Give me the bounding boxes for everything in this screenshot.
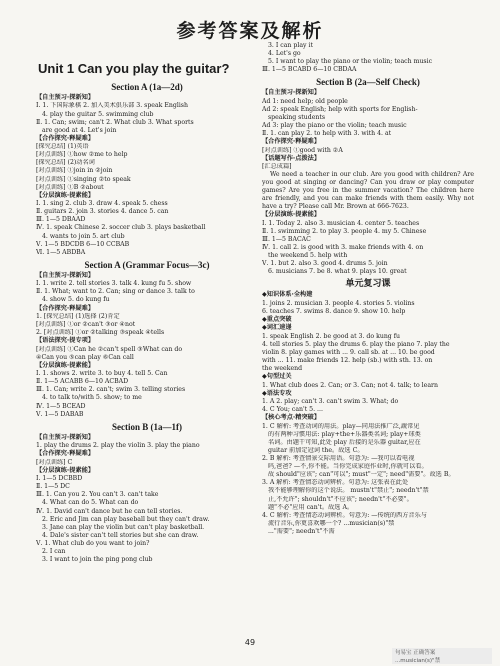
subsection-label: 【语法探究·提专项】 bbox=[36, 337, 95, 345]
answer-line: [对点训练] ①how ②me to help bbox=[36, 151, 128, 159]
answer-line: 止,不允许"; shouldn't"不应该"; needn't"不必要"。 bbox=[268, 495, 413, 503]
answer-line: [对点训练] ①or ②can't ③or ④not bbox=[36, 321, 136, 328]
answer-line: [对点训练] ①singing ②to speak bbox=[36, 175, 131, 183]
answer-line: [对点训练] ①Can he ②can't spell ③What can do bbox=[36, 345, 183, 353]
answer-line: 2. I can bbox=[42, 548, 66, 555]
answer-line: Ⅱ. 1. can play 2. to help with 3. with 4. at bbox=[262, 130, 392, 138]
subsection-label: 【分层演练·提素能】 bbox=[262, 211, 321, 219]
answer-line: 4. What can do 5. What can do bbox=[42, 499, 139, 507]
answer-line: 4. wants to join 5. art club bbox=[42, 232, 125, 240]
answer-line: 吗,爸爸? —不,你不能。当你完成家庭作业时,你就可以看。 bbox=[268, 463, 428, 471]
answer-line: 故 should"应该"; can"可以"; must"一定"; need"需要"。故选 B。 bbox=[268, 471, 455, 479]
subsection-label: 【自主预习·探新知】 bbox=[262, 89, 321, 97]
page-number: 49 bbox=[244, 638, 256, 647]
answer-line: Ⅱ. guitars 2. join 3. stories 4. dance 5. can bbox=[36, 208, 169, 216]
answer-line: 3. I want to join the ping pong club bbox=[42, 556, 153, 564]
answer-line: 4. C 解析: 考查情态动词辨析。句意为: —传统的西方音乐与 bbox=[262, 511, 427, 519]
answer-line: Ⅰ. 1. write 2. tell stories 3. talk 4. kung fu 5. show bbox=[36, 280, 192, 288]
subsection-label: 【合作探究·释疑难】 bbox=[262, 138, 321, 146]
answer-line: 1. [探究总结] (1)选择 (2)肯定 bbox=[36, 312, 120, 320]
subsection-label: 【核心考点·精突破】 bbox=[262, 414, 321, 422]
answer-line: Ⅵ. 1—5 ABDBA bbox=[36, 248, 86, 256]
answer-line: Ⅴ. 1. What club do you want to join? bbox=[36, 539, 150, 547]
answer-line: 3. A 解析: 考查情态动词辨析。句意为: 这张表在此处 bbox=[262, 479, 409, 487]
answer-line: 1. speak English 2. be good at 3. do kung fu bbox=[262, 332, 401, 340]
answer-line: Ⅲ. 1. Can you 2. You can't 3. can't take bbox=[36, 491, 159, 499]
answer-line: Ⅲ. 1—5 DBAAD bbox=[36, 216, 86, 224]
answer-line: violin 8. play games with ... 9. call sb. at ... 10. be good bbox=[262, 348, 435, 356]
answer-line: guitar 前加定冠词 the。故选 C。 bbox=[268, 446, 364, 454]
answer-line: Ⅱ. 1—5 DC bbox=[36, 483, 70, 491]
answer-line: Ⅰ. 1. 下国际象棋 2. 加入美术俱乐部 3. speak English bbox=[36, 102, 188, 110]
answer-line: 4. Let's go bbox=[268, 50, 301, 58]
answer-line: Ⅱ. 1. Can; swim; can't 2. What club 3. What sports bbox=[36, 118, 194, 126]
answer-line: 1. C 解析: 考查动词的用法。play—同用法推广泛,蔬常见 bbox=[262, 422, 420, 430]
answer-line: [探究总结] (2)动名词 bbox=[36, 159, 95, 167]
answer-line: Ⅰ. 1. shows 2. write 3. to buy 4. tell 5. Can bbox=[36, 370, 168, 378]
answer-line: 4. C You; can't 5. ... bbox=[262, 406, 323, 414]
answer-line: Ⅰ. 1. sing 2. club 3. draw 4. speak 5. chess bbox=[36, 200, 168, 208]
answer-line: 2. B 解析: 考查情景交际用语。句意为: —我可以看电视 bbox=[262, 455, 415, 463]
subsection-label: ◆重点突破 bbox=[262, 315, 292, 323]
answer-line: Ⅲ. 1—5 BCABD 6—10 CBDAA bbox=[262, 66, 357, 74]
section-heading: Section A (1a—2d) bbox=[111, 82, 183, 92]
answer-line: 4. play the guitar 5. swimming club bbox=[42, 110, 154, 118]
subsection-label: 【自主预习·探新知】 bbox=[36, 433, 95, 441]
subsection-label: 【话题写作·点拨法】 bbox=[262, 154, 321, 162]
answer-line: 4. tell stories 5. play the drums 6. play the piano 7. play the bbox=[262, 340, 450, 348]
essay-paragraph: We need a teacher in our club. Are you good with children? Are you good at singing or dancing? Can you draw or play computer games? Are you free in the summer vacation? The children here are friendly, and you can make friends with them easily. Why not have a try? Please call Mr. Brown at 666-7623. bbox=[262, 171, 474, 211]
answer-line: [探究总结] (1)英语 bbox=[36, 143, 89, 151]
answer-line: 6. musicians 7. be 8. what 9. plays 10. great bbox=[268, 268, 407, 276]
subsection-label: ◆词汇速递 bbox=[262, 324, 292, 332]
answer-line: Ⅱ. 1. swimming 2. to play 3. people 4. my 5. Chinese bbox=[262, 227, 427, 235]
answer-line: Ⅳ. 1—5 BCEAD bbox=[36, 402, 86, 410]
answer-line: 2. Eric and Jim can play baseball but they can't draw. bbox=[42, 515, 210, 523]
answer-line: ④Can you ⑤can play ⑥Can call bbox=[36, 353, 134, 361]
subsection-label: 【分层演练·提素能】 bbox=[36, 191, 95, 199]
answer-line: [对点训练] C bbox=[36, 458, 73, 466]
subsection-label: ◆语法专攻 bbox=[262, 389, 292, 397]
answer-line: 4. Dale's sister can't tell stories but she can draw. bbox=[42, 531, 199, 539]
answer-line: 题"不必"应用 can't。故选 A。 bbox=[268, 503, 354, 511]
answer-line: Ⅱ. 1—5 ACABB 6—10 ACBAD bbox=[36, 378, 129, 386]
answer-line: Ⅴ. 1—5 DABAB bbox=[36, 410, 84, 418]
subsection-label: ◆句型过关 bbox=[262, 373, 292, 381]
section-heading: Section A (Grammar Focus—3c) bbox=[84, 259, 210, 270]
answer-line: 3. I can play it bbox=[268, 42, 313, 49]
answer-line: [对点训练] ①join in ②join bbox=[36, 167, 113, 175]
subsection-label: 【合作探究·释疑难】 bbox=[36, 304, 95, 312]
answer-line: 1. A 2. play; can't 3. can't swim 3. What; do bbox=[262, 398, 399, 406]
answer-line: 1. joins 2. musician 3. people 4. stories 5. violins bbox=[262, 299, 415, 307]
answer-line: Ad 1: need help; old people bbox=[262, 97, 348, 105]
answer-line: 2. [对点训练] ①or ②talking ③speak ④tells bbox=[36, 329, 165, 337]
subsection-label: 【分层演练·提素能】 bbox=[36, 361, 95, 369]
answer-line: Ⅲ. 1. Can; write 2. can't; swim 3. telling stories bbox=[36, 386, 186, 394]
answer-line: Ⅰ. 1—5 DCBBD bbox=[36, 475, 83, 483]
watermark-line: 句易宝 正确答案 bbox=[395, 650, 436, 656]
watermark-stamp bbox=[392, 648, 492, 664]
answer-line: 5. I want to play the piano or the violin; teach music bbox=[268, 58, 433, 66]
left-column bbox=[36, 60, 258, 564]
answer-line: speaking students bbox=[268, 113, 326, 121]
subsection-label: 【自主预习·探新知】 bbox=[36, 271, 95, 279]
answer-line: 4. to talk to/with 5. show; to me bbox=[42, 394, 142, 402]
subsection-label: 【分层演练·提素能】 bbox=[36, 466, 95, 474]
answer-line: Ad 3: play the piano or the violin; teach music bbox=[262, 122, 407, 130]
answer-line: Ⅴ. 1. but 2. also 3. good 4. drums 5. join bbox=[262, 260, 388, 268]
answer-line: 我不能够理解你的这个说法。 mustn't"禁止"; needn't"禁 bbox=[268, 487, 429, 495]
subsection-label: 【自主预习·探新知】 bbox=[36, 94, 95, 101]
answer-line: the weekend 5. help with bbox=[268, 252, 348, 260]
watermark-line: ...musician(s)"禁 bbox=[395, 658, 441, 664]
answer-line: Ⅱ. 1. What; want to 2. Can; sing or dance 3. talk to bbox=[36, 288, 195, 296]
answer-line: with ... 11. make friends 12. help (sb.) with sth. 13. on bbox=[262, 357, 433, 364]
answer-line: 1. play the drums 2. play the violin 3. play the piano bbox=[36, 442, 200, 450]
answer-line: ..."需要"; needn't"不需 bbox=[268, 527, 335, 535]
answer-line: 的有两种习惯用法: play+the+乐器类名词; play+球类 bbox=[268, 430, 421, 438]
answer-line: 6. teaches 7. swims 8. dance 9. show 10. help bbox=[262, 307, 406, 315]
section-heading: Section B (1a—1f) bbox=[112, 421, 182, 432]
answer-line: 名词。由题干可知,此处 play 后接的是乐器 guitar,应在 bbox=[268, 438, 421, 446]
right-column bbox=[262, 42, 474, 536]
subsection-label: ◆知识体系·全构建 bbox=[262, 291, 313, 299]
answer-line: Ⅳ. 1. call 2. is good with 3. make friends with 4. on bbox=[262, 243, 424, 251]
answer-line: 1. What club does 2. Can; or 3. Can; not 4. talk; to learn bbox=[262, 381, 438, 389]
answer-line: 流行音乐,你更喜欢哪一个? ...musician(s)"禁 bbox=[268, 519, 395, 527]
answer-line: are good at 4. Let's join bbox=[42, 126, 117, 134]
answer-line: [对点训练] ①good with ②A bbox=[262, 146, 343, 154]
answer-line: Ⅴ. 1—5 BDCDB 6—10 CCBAB bbox=[36, 240, 130, 248]
answer-line: 3. Jane can play the violin but can't play basketball. bbox=[42, 523, 205, 531]
subsection-label: 【合作探究·释疑难】 bbox=[36, 450, 95, 458]
answer-line: 4. show 5. do kung fu bbox=[42, 296, 110, 304]
answer-line: Ⅳ. 1. David can't dance but he can tell stories. bbox=[36, 507, 183, 515]
answer-line: [对点训练] ①B ②about bbox=[36, 183, 104, 191]
unit-heading: Unit 1 Can you play the guitar? bbox=[38, 61, 230, 76]
page-title: 参考答案及解析 bbox=[176, 20, 324, 42]
answer-line: [汇总成篇] bbox=[262, 163, 292, 171]
section-heading: Section B (2a—Self Check) bbox=[316, 77, 420, 88]
answer-line: Ⅲ. 1—5 BACAC bbox=[262, 235, 311, 243]
answer-line: Ad 2: speak English; help with sports for English- bbox=[262, 105, 418, 113]
review-heading: 单元复习课 bbox=[345, 279, 391, 290]
answer-line: Ⅰ. 1. Today 2. also 3. musician 4. center 5. teaches bbox=[262, 219, 420, 227]
answer-line: Ⅳ. 1. speak Chinese 2. soccer club 3. plays basketball bbox=[36, 224, 206, 232]
subsection-label: 【合作探究·释疑难】 bbox=[36, 134, 95, 142]
answer-line: the weekend bbox=[262, 365, 303, 373]
